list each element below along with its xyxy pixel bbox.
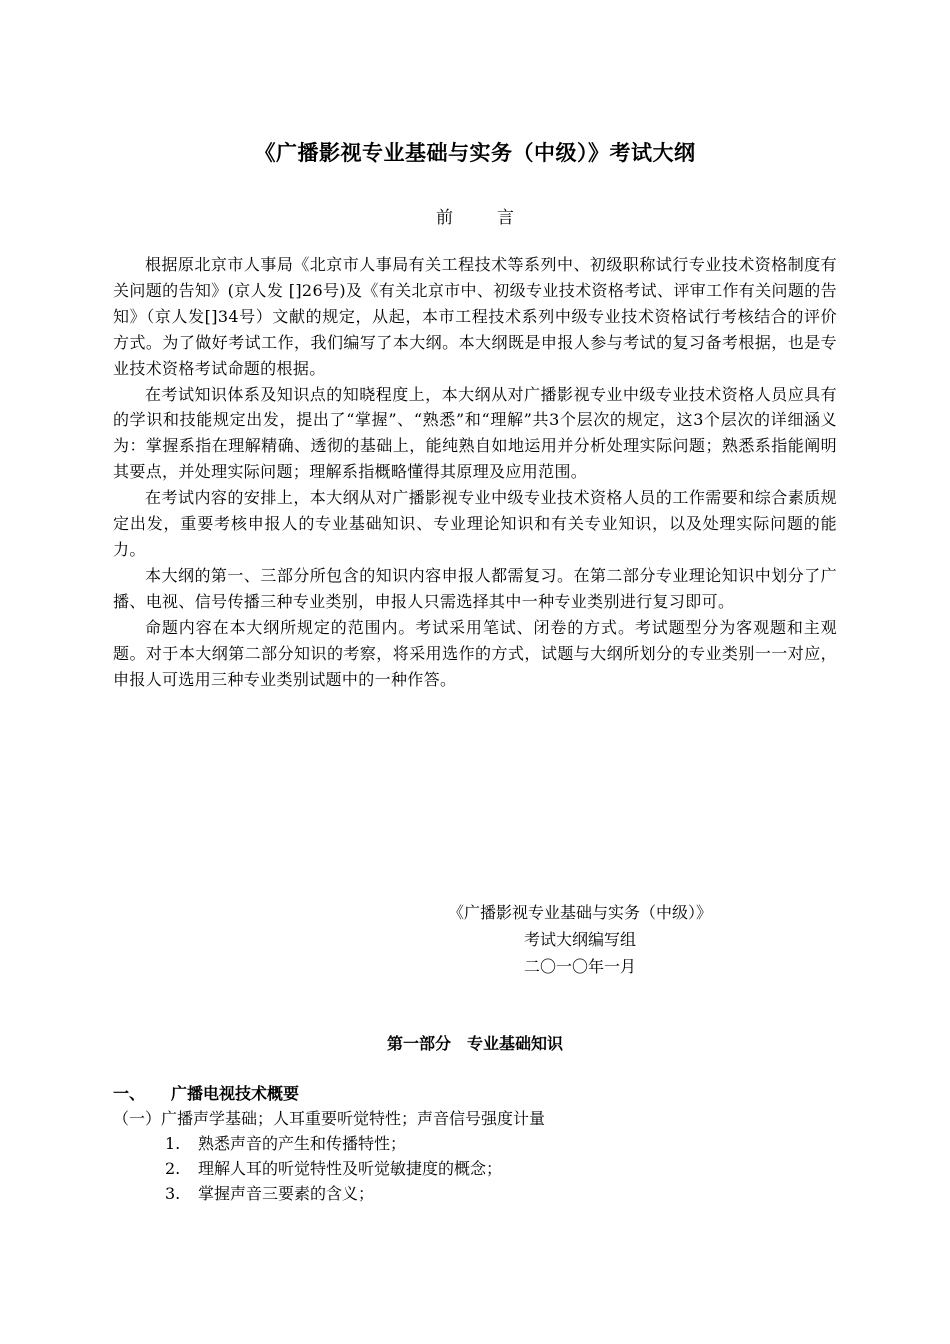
list-item-number: 3. [165, 1184, 181, 1203]
list-item [165, 1181, 374, 1204]
preface-paragraph: 根据原北京市人事局《北京市人事局有关工程技术等系列中、初级职称试行专业技术资格制度有关问题的告知》(京人发 []26号)及《有关北京市中、初级专业技术资格考试、评审工作有关问题的告知》（京人发[]34号）文献的规定，从起，本市工程技术系列中级专业技术资格试行考核结合的评价方式。为了做好考试工作，我们编写了本大纲。本大纲既是申报人参与考试的复习备考根据，也是专业技术资格考试命题的根据。 [113, 255, 837, 378]
preface-paragraph: 命题内容在本大纲所规定的范围内。考试采用笔试、闭卷的方式。考试题型分为客观题和主观题。对于本大纲第二部分知识的考察，将采用选作的方式，试题与大纲所划分的专业类别一一对应，申报人可选用三种专业类别试题中的一种作答。 [113, 617, 837, 689]
section-heading [113, 1081, 299, 1104]
preface-paragraph: 在考试内容的安排上，本大纲从对广播影视专业中级专业技术资格人员的工作需要和综合素质规定出发，重要考核申报人的专业基础知识、专业理论知识和有关专业知识，以及处理实际问题的能力。 [113, 488, 837, 559]
list-item-number: 2. [165, 1159, 181, 1178]
preface-paragraph: 本大纲的第一、三部分所包含的知识内容申报人都需复习。在第二部分专业理论知识中划分了广播、电视、信号传播三种专业类别，申报人只需选择其中一种专业类别进行复习即可。 [113, 565, 837, 611]
signature-date: 二〇一〇年一月 [523, 957, 636, 976]
preface-body [113, 252, 837, 692]
list-item-text: 理解人耳的听觉特性及听觉敏捷度的概念； [198, 1159, 503, 1178]
list-item [165, 1131, 406, 1154]
part-heading: 第一部分 专业基础知识 [386, 1034, 563, 1053]
section-title: 广播电视技术概要 [171, 1084, 300, 1103]
subsection-heading: （一）广播声学基础；人耳重要听觉特性；声音信号强度计量 [113, 1109, 546, 1128]
preface-heading: 前言 [436, 208, 558, 228]
list-item-number: 1. [165, 1134, 181, 1153]
document-title: 《广播影视专业基础与实务（中级）》考试大纲 [254, 141, 696, 165]
signature-document-name: 《广播影视专业基础与实务（中级）》 [447, 903, 712, 922]
list-item-text: 掌握声音三要素的含义； [198, 1184, 375, 1203]
list-item-text: 熟悉声音的产生和传播特性； [198, 1134, 407, 1153]
section-number: 一、 [113, 1084, 146, 1103]
list-item [165, 1156, 502, 1179]
preface-paragraph: 在考试知识体系及知识点的知晓程度上，本大纲从对广播影视专业中级专业技术资格人员应具有的学识和技能规定出发，提出了“掌握”、“熟悉”和“理解”共3个层次的规定，这3个层次的详细涵义为：掌握系指在理解精确、透彻的基础上，能纯熟自如地运用并分析处理实际问题；熟悉系指能阐明其要点，并处理实际问题；理解系指概略懂得其原理及应用范围。 [113, 384, 837, 482]
signature-author: 考试大纲编写组 [523, 930, 636, 949]
